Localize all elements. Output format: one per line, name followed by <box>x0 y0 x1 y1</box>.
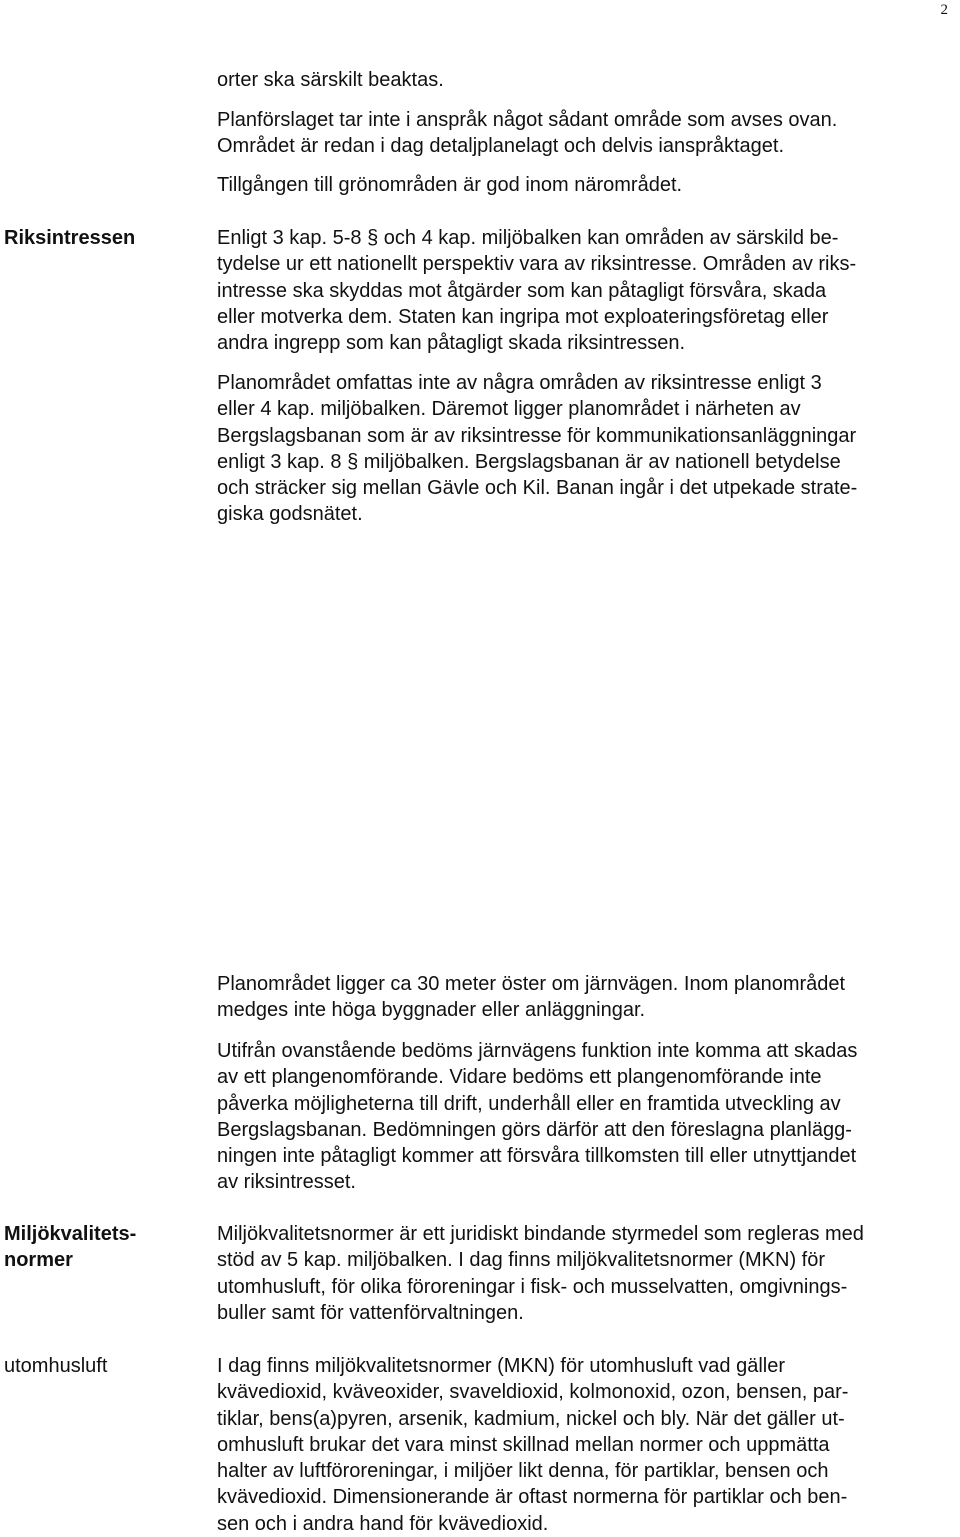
text-line: kvävedioxid. Dimensionerande är oftast normerna för partiklar och ben- <box>217 1486 848 1509</box>
text-line: av riksintresset. <box>217 1171 356 1194</box>
text-line: Planområdet ligger ca 30 meter öster om järnvägen. Inom planområdet <box>217 973 846 995</box>
text-line: andra ingrepp som kan påtagligt skada riksintressen. <box>217 332 686 355</box>
text-line: Planförslaget tar inte i anspråk något sådant område som avses ovan. <box>217 109 838 131</box>
paragraph-planomradet-omfattas <box>217 370 957 528</box>
text-line: kvävedioxid, kväveoxider, svaveldioxid, kolmonoxid, ozon, bensen, par- <box>217 1381 849 1404</box>
paragraph-utomhusluft <box>217 1353 957 1537</box>
text-line: stöd av 5 kap. miljöbalken. I dag finns miljökvalitetsnormer (MKN) för <box>217 1249 826 1272</box>
paragraph-planomradet-ligger <box>217 971 957 1024</box>
text-line: Miljökvalitetsnormer är ett juridiskt bindande styrmedel som regleras med <box>217 1223 864 1245</box>
paragraph-miljokvalitetsnormer <box>217 1221 957 1326</box>
text-line: eller 4 kap. miljöbalken. Däremot ligger planområdet i närheten av <box>217 398 801 421</box>
text-line: enligt 3 kap. 8 § miljöbalken. Bergslagsbanan är av nationell betydelse <box>217 450 841 473</box>
label-line: normer <box>4 1249 73 1271</box>
text-line: Bergslagsbanan. Bedömningen görs därför att den föreslagna planlägg- <box>217 1118 852 1141</box>
text-line: sen och i andra hand för kvävedioxid. <box>217 1512 549 1535</box>
paragraph-riksintressen-intro <box>217 225 957 356</box>
text-line: orter ska särskilt beaktas. <box>217 69 444 91</box>
text-line: tiklar, bens(a)pyren, arsenik, kadmium, nickel och bly. När det gäller ut- <box>217 1407 845 1430</box>
text-line: I dag finns miljökvalitetsnormer (MKN) för utomhusluft vad gäller <box>217 1355 785 1377</box>
text-line: utomhusluft, för olika föroreningar i fisk- och musselvatten, omgivnings- <box>217 1275 848 1298</box>
text-line: tydelse ur ett nationellt perspektiv vara av riksintresse. Områden av riks- <box>217 253 857 276</box>
section-label-miljokvalitetsnormer <box>4 1221 136 1273</box>
section-label-riksintressen: Riksintressen <box>4 227 136 249</box>
text-line: Bergslagsbanan som är av riksintresse för kommunikationsanläggningar <box>217 424 857 447</box>
paragraph-gronomraden <box>217 172 957 198</box>
text-line: halter av luftföroreningar, i miljöer likt denna, för partiklar, bensen och <box>217 1460 829 1483</box>
text-line: intresse ska skyddas mot åtgärder som kan påtagligt försvåra, skada <box>217 279 827 302</box>
text-line: ningen inte påtagligt kommer att försvåra tillkomsten till eller utnyttjandet <box>217 1145 857 1168</box>
text-line: omhusluft brukar det vara minst skillnad mellan normer och uppmätta <box>217 1433 830 1456</box>
text-line: buller samt för vattenförvaltningen. <box>217 1301 524 1324</box>
paragraph-utifran <box>217 1038 957 1196</box>
text-line: av ett plangenomförande. Vidare bedöms ett plangenomförande inte <box>217 1066 822 1089</box>
text-line: och sträcker sig mellan Gävle och Kil. Banan ingår i det utpekade strate- <box>217 477 858 500</box>
text-line: medges inte höga byggnader eller anläggningar. <box>217 999 646 1022</box>
label-line: Miljökvalitets- <box>4 1223 137 1245</box>
text-line: Området är redan i dag detaljplanelagt och delvis ianspråktaget. <box>217 135 785 158</box>
text-line: påverka möjligheterna till drift, underhåll eller en framtida utveckling av <box>217 1092 841 1115</box>
text-line: Planområdet omfattas inte av några områden av riksintresse enligt 3 <box>217 372 822 394</box>
text-line: giska godsnätet. <box>217 503 363 526</box>
paragraph-planforslaget <box>217 107 957 160</box>
section-label-utomhusluft: utomhusluft <box>4 1355 108 1377</box>
text-line: Tillgången till grönområden är god inom närområdet. <box>217 174 683 196</box>
text-line: Utifrån ovanstående bedöms järnvägens funktion inte komma att skadas <box>217 1040 858 1062</box>
page-number: 2 <box>940 2 948 18</box>
text-line: eller motverka dem. Staten kan ingripa mot exploateringsföretag eller <box>217 305 829 328</box>
paragraph-continuation <box>217 67 957 93</box>
text-line: Enligt 3 kap. 5-8 § och 4 kap. miljöbalken kan områden av särskild be- <box>217 227 839 249</box>
